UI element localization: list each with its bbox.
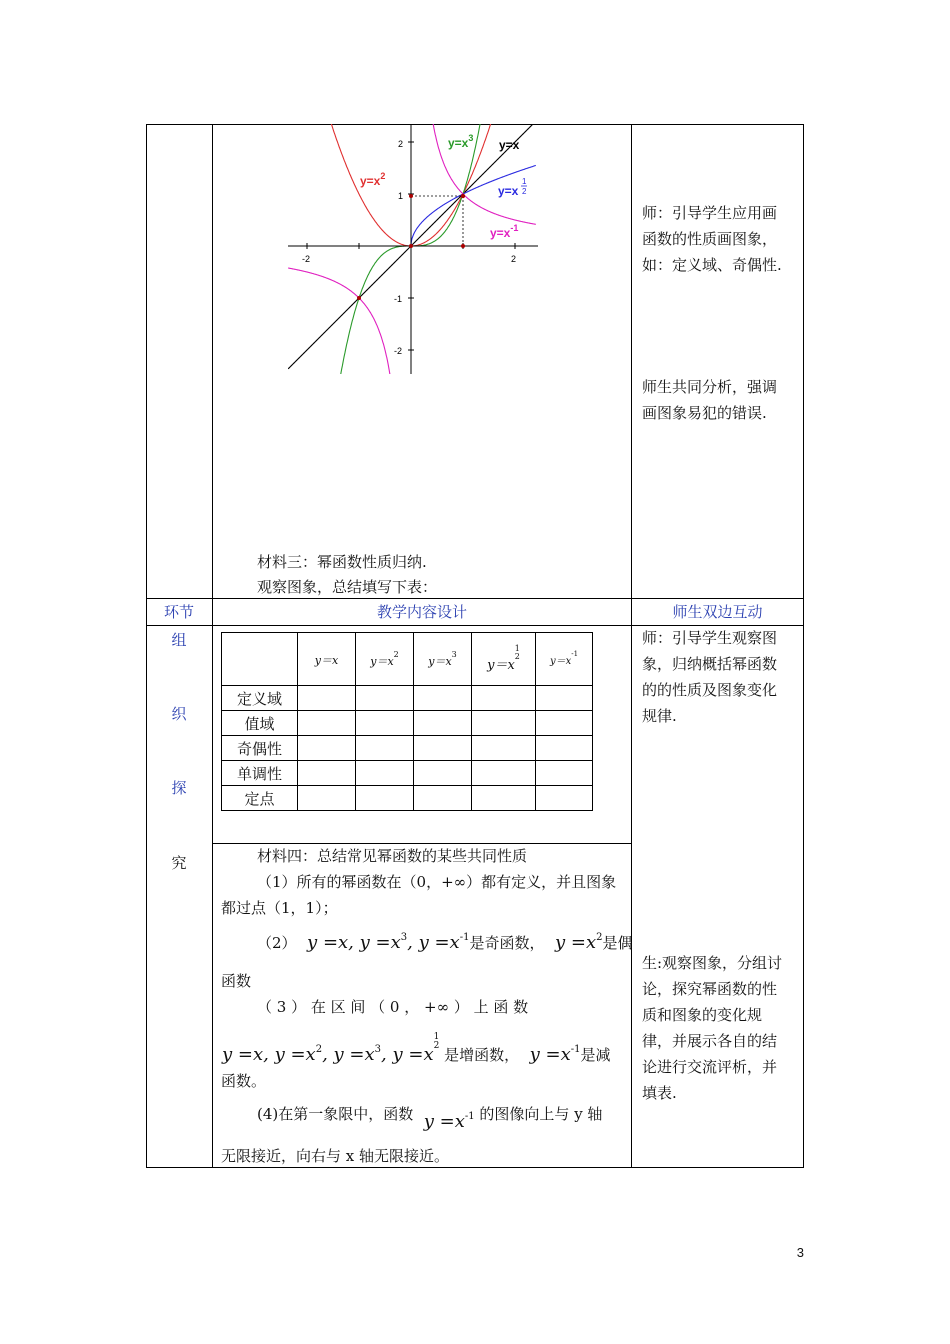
tick-x-neg2: -2 [302,254,311,264]
stage-char-1: 组 [171,631,187,649]
table-corner [222,633,298,686]
tick-y-neg1: -1 [394,294,403,304]
label-y-x2: $y=x^2$ [360,171,386,188]
page-number: 3 [796,1245,804,1260]
material4-p3-line1: （ 3 ） 在 区 间 （ 0 ， +∞ ） 上 函 数 [257,998,529,1016]
stage-char-3: 探 [171,779,187,797]
tick-y-neg2: -2 [394,346,403,356]
svg-text:1: 1 [522,177,527,186]
header-interaction: 师生双边互动 [672,603,763,621]
material3-title: 材料三：幂函数性质归纳. [257,553,427,571]
table-col-header: y＝x1 2 [472,633,536,686]
curve-y-xinv-neg [288,268,390,374]
header-content-design: 教学内容设计 [376,603,467,621]
table-row-label: 定点 [222,786,298,811]
material3-subtitle: 观察图象，总结填写下表： [257,578,438,596]
frame-right [803,124,804,1168]
label-y-xhalf: y=x [498,184,519,198]
material4-p1-line2: 都过点（1，1）； [221,899,338,917]
table-row-label: 值域 [222,711,298,736]
curve-y-xhalf [411,165,536,246]
material4-p4-line2: 无限接近，向右与 x 轴无限接近。 [221,1147,449,1165]
table-col-header: $y=x^2$ [356,633,414,686]
svg-text:2: 2 [522,187,527,196]
label-y-x: y=x [499,138,520,152]
material4-p4-line1: (4)在第一象限中，函数 $y =x^{-1}$ 的图像向上与 y 轴 [257,1105,603,1132]
table-row-label: 单调性 [222,761,298,786]
right-mid-para: 师：引导学生观察图 象，归纳概括幂函数 的的性质及图象变化 规律. [642,629,778,725]
right-bottom-para: 生:观察图象，分组讨 论，探究幂函数的性 质和图象的变化规 律，并展示各自的结 论进行交流评析，并 填表. [642,954,783,1102]
tick-x-pos2: 2 [511,254,517,264]
table-col-header: y＝x [298,633,356,686]
material4-p2-line1: （2） y =x, $y =x^3$, $y =x^{-1}$是奇函数， $y =x^2$是偶 [257,932,633,953]
top-right-para1: 师：引导学生应用画 函数的性质画图象， 如：定义域、奇偶性. [642,204,782,274]
label-y-x3: $y=x^3$ [448,133,474,150]
material4-p1-line1: （1）所有的幂函数在（0，+∞）都有定义，并且图象 [257,873,617,891]
col-divider-2 [631,124,632,1168]
material4-p3-line2: y =x, $y =x^2$, $y =x^3$, y =x1 2 是增函数， $y =x^{-1}$是减 [222,1032,611,1065]
top-right-para2: 师生共同分析，强调 画图象易犯的错误. [642,378,778,422]
material4-p3-line3: 函数。 [221,1072,267,1090]
properties-table [221,632,593,811]
material4-title: 材料四：总结常见幂函数的某些共同性质 [257,847,528,865]
tick-y-pos1: 1 [398,191,404,201]
power-function-graph [288,124,538,374]
table-col-header: $y=x^{-1}$ [536,633,593,686]
table-col-header: $y=x^3$ [414,633,472,686]
table-row-label: 定义域 [222,686,298,711]
tick-y-pos2: 2 [398,139,404,149]
material4-p2-line2: 函数 [221,972,252,990]
stage-char-4: 究 [171,854,187,872]
header-stage: 环节 [163,603,194,621]
col-divider-1 [212,124,213,1168]
stage-char-2: 织 [171,705,187,723]
label-y-xinv: $y=x^{-1}$ [490,223,519,240]
table-row-label: 奇偶性 [222,736,298,761]
